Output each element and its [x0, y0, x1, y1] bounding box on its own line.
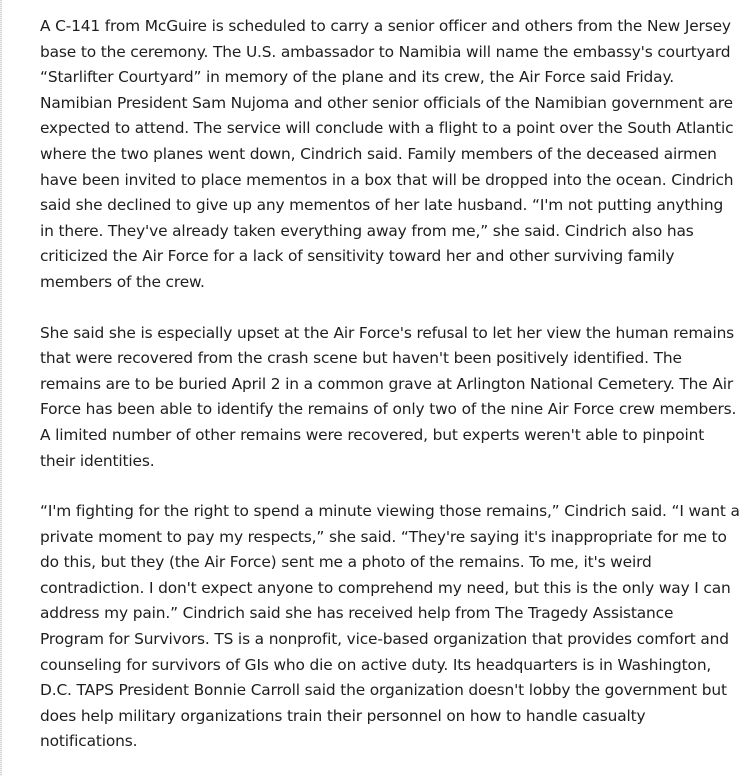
paragraph-2: She said she is especially upset at the Air Force's refusal to let her view the human remains that were recovered from the crash scene but haven't been positively identified. The remains are to be buried April 2 in a common grave at Arlington National Cemetery. The Air Force has been able to identify the remains of only two of the nine Air Force crew members. A limited number of other remains were recovered, but experts weren't able to pinpoint their identities.	[40, 323, 737, 470]
left-border	[0, 0, 2, 776]
paragraph-1: A C-141 from McGuire is scheduled to carry a senior officer and others from the New Jersey base to the ceremony. The U.S. ambassador to Namibia will name the embassy's courtyard “Starlifter Courtyard” in memory of the plane and its crew, the Air Force said Friday. Namibian President Sam Nujoma and other senior officials of the Namibian government are expected to attend. The service will conclude with a flight to a point over the South Atlantic where the two planes went down, Cindrich said. Family members of the deceased airmen have been invited to place mementos in a box that will be dropped into the ocean. Cindrich said she declined to give up any mementos of her late husband. “I'm not putting anything in there. They've already taken everything away from me,” she said. Cindrich also has criticized the Air Force for a lack of sensitivity toward her and other surviving family members of the crew.	[40, 17, 734, 291]
article-body	[40, 14, 740, 780]
paragraph-3: “I'm fighting for the right to spend a minute viewing those remains,” Cindrich said. “I want a private moment to pay my respects,” she said. “They're saying it's inappropriate for me to do this, but they (the Air Force) sent me a photo of the remains. To me, it's weird contradiction. I don't expect anyone to comprehend my need, but this is the only way I can address my pain.” Cindrich said she has received help from The Tragedy Assistance Program for Survivors. TS is a nonprofit, vice-based organization that provides comfort and counseling for survivors of GIs who die on active duty. Its headquarters is in Washington, D.C. TAPS President Bonnie Carroll said the organization doesn't lobby the government but does help military organizations train their personnel on how to handle casualty notifications.	[40, 502, 740, 751]
